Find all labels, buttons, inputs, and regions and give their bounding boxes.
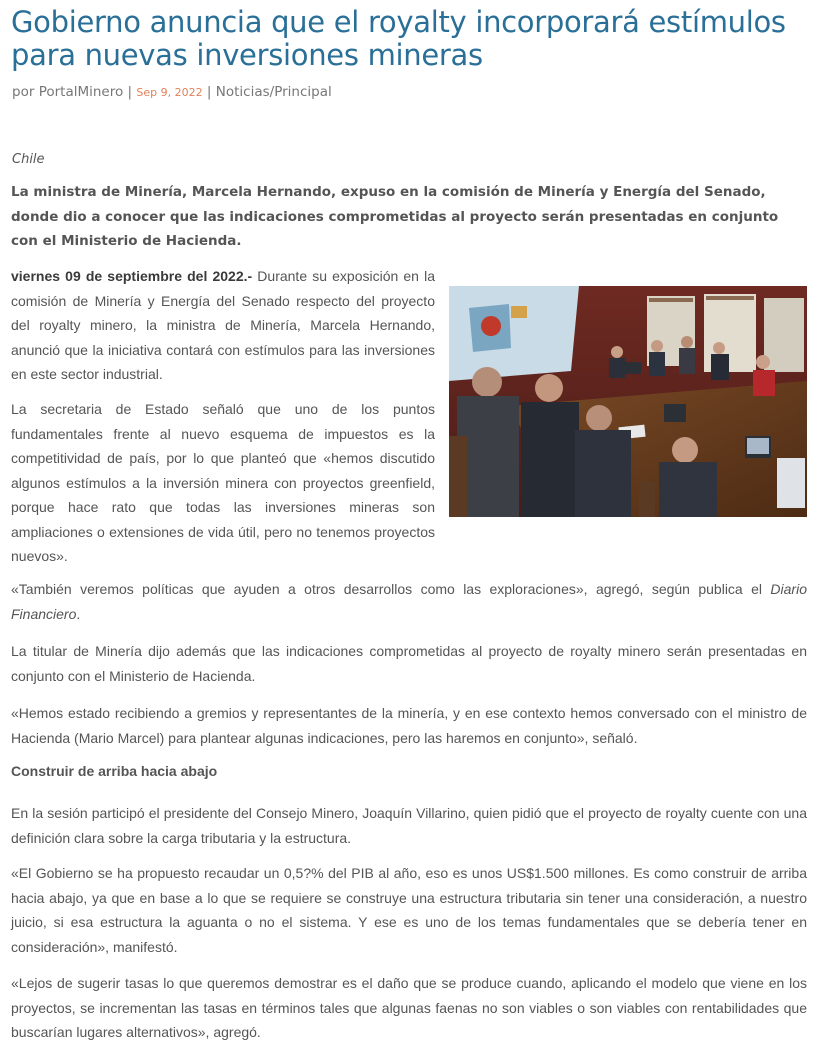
article-title[interactable]: Gobierno anuncia que el royalty incorporará estímulos para nuevas inversiones mineras [11, 5, 786, 72]
article-lead: La ministra de Minería, Marcela Hernando, expuso en la comisión de Minería y Energía del Senado, donde dio a conocer que las indicaciones comprometidas al proyecto serán presentadas en conjunto con el Ministerio de Hacienda. [11, 184, 779, 249]
source-name: Diario Financiero [11, 581, 807, 622]
author-prefix: por [12, 84, 35, 100]
paragraph-3 [11, 577, 807, 626]
subheading: Construir de arriba hacia abajo [11, 763, 218, 779]
paragraph-1 [11, 264, 435, 387]
dateline: viernes 09 de septiembre del 2022.- [11, 268, 253, 284]
meeting-photo [449, 286, 807, 517]
publish-date: Sep 9, 2022 [136, 86, 203, 99]
paragraph-1-text: Durante su exposición en la comisión de Minería y Energía del Senado respecto del proyecto del royalty minero, la ministra de Minería, Marcela Hernando, anunció que la iniciativa contará con estímulos para las inversiones en este sector industrial. [11, 268, 435, 382]
article-country: Chile [12, 152, 45, 167]
category-link[interactable]: Noticias/Principal [215, 84, 332, 100]
paragraph-4: La titular de Minería dijo además que las indicaciones comprometidas al proyecto de royalty minero serán presentadas en conjunto con el Ministerio de Hacienda. [11, 643, 807, 684]
paragraph-3-end: . [76, 605, 81, 622]
meta-separator: | [127, 84, 133, 100]
paragraph-8: «Lejos de sugerir tasas lo que queremos demostrar es el daño que se produce cuando, aplicando el modelo que viene en los proyectos, se incrementan las tasas en términos tales que algunas faenas no son viables o son viables con rentabilidades que buscarían lugares alternativos», agregó. [11, 975, 807, 1040]
paragraph-5: «Hemos estado recibiendo a gremios y representantes de la minería, y en ese contexto hemos conversado con el ministro de Hacienda (Mario Marcel) para plantear algunas indicaciones, pero las haremos en conjunto», señaló. [11, 705, 807, 746]
article-meta [12, 84, 332, 100]
paragraph-6: En la sesión participó el presidente del Consejo Minero, Joaquín Villarino, quien pidió que el proyecto de royalty cuente con una definición clara sobre la carga tributaria y la estructura. [11, 805, 807, 846]
paragraph-2: La secretaria de Estado señaló que uno de los puntos fundamentales frente al nuevo esquema de impuestos es la competitividad de país, por lo que planteó que «hemos discutido algunos estímulos a la inversión minera con proyectos greenfield, porque hace rato que todas las inversiones mineras son ampliaciones o extensiones de vida útil, pero no tenemos proyectos nuevos». [11, 401, 435, 564]
paragraph-7: «El Gobierno se ha propuesto recaudar un 0,5?% del PIB al año, eso es unos US$1.500 millones. Es como construir de arriba hacia abajo, ya que en base a lo que se requiere se construye una estructura tributaria sin tener una consideración, a nuestro juicio, si esa estructura la aguanta o no el sistema. Y ese es uno de los temas fundamentales que se debería tener en consideración», manifestó. [11, 865, 807, 955]
paragraph-3-text: «También veremos políticas que ayuden a otros desarrollos como las exploraciones», agregó, según publica el [11, 581, 771, 597]
meta-separator: | [206, 84, 212, 100]
author-link[interactable]: PortalMinero [38, 84, 124, 100]
